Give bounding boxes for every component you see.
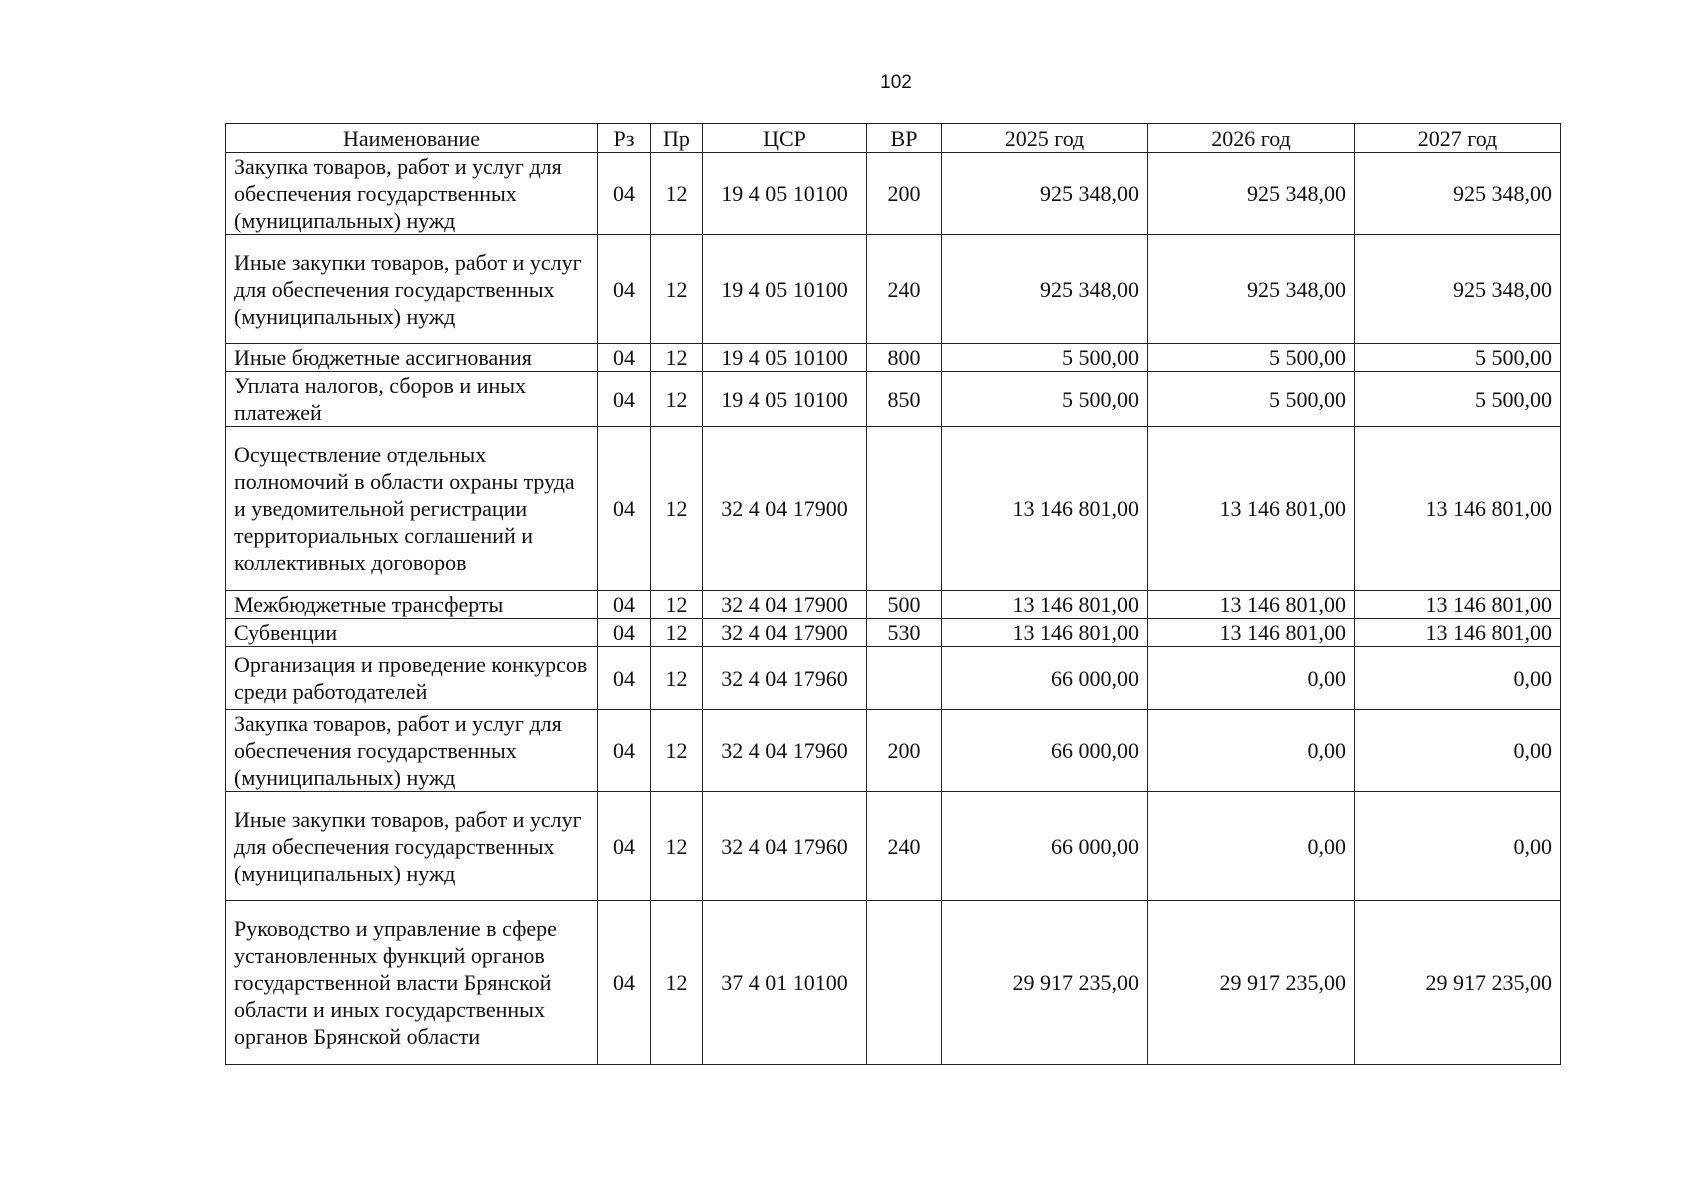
cell-2026: 925 348,00 [1148, 153, 1355, 235]
cell-2025: 5 500,00 [942, 344, 1148, 372]
cell-pr: 12 [651, 619, 703, 647]
cell-csr: 19 4 05 10100 [703, 235, 867, 344]
cell-2026: 13 146 801,00 [1148, 427, 1355, 591]
cell-2026: 5 500,00 [1148, 372, 1355, 427]
cell-name: Уплата налогов, сборов и иных платежей [226, 372, 598, 427]
cell-name: Иные бюджетные ассигнования [226, 344, 598, 372]
header-name: Наименование [226, 124, 598, 153]
cell-rz: 04 [598, 344, 651, 372]
cell-2025: 925 348,00 [942, 235, 1148, 344]
cell-csr: 37 4 01 10100 [703, 901, 867, 1065]
header-rz: Рз [598, 124, 651, 153]
cell-2025: 66 000,00 [942, 710, 1148, 792]
cell-vr: 850 [867, 372, 942, 427]
cell-rz: 04 [598, 372, 651, 427]
cell-2027: 5 500,00 [1355, 372, 1561, 427]
cell-name: Осуществление отдельных полномочий в области охраны труда и уведомительной регистрации территориальных соглашений и коллективных договоров [226, 427, 598, 591]
cell-rz: 04 [598, 901, 651, 1065]
cell-2027: 13 146 801,00 [1355, 427, 1561, 591]
cell-vr: 240 [867, 792, 942, 901]
cell-2026: 0,00 [1148, 710, 1355, 792]
cell-csr: 19 4 05 10100 [703, 344, 867, 372]
table-header-row [226, 124, 1561, 153]
cell-pr: 12 [651, 710, 703, 792]
cell-2026: 925 348,00 [1148, 235, 1355, 344]
table-row [226, 153, 1561, 235]
cell-2026: 13 146 801,00 [1148, 591, 1355, 619]
cell-rz: 04 [598, 235, 651, 344]
page-number: 102 [880, 72, 912, 93]
cell-name: Иные закупки товаров, работ и услуг для обеспечения государственных (муниципальных) нужд [226, 792, 598, 901]
cell-vr [867, 901, 942, 1065]
table-row [226, 647, 1561, 710]
cell-2025: 66 000,00 [942, 792, 1148, 901]
cell-2025: 925 348,00 [942, 153, 1148, 235]
table-row [226, 619, 1561, 647]
budget-table [225, 123, 1561, 1065]
cell-csr: 32 4 04 17900 [703, 619, 867, 647]
cell-2025: 29 917 235,00 [942, 901, 1148, 1065]
cell-2027: 925 348,00 [1355, 235, 1561, 344]
cell-csr: 32 4 04 17960 [703, 710, 867, 792]
cell-csr: 32 4 04 17960 [703, 792, 867, 901]
cell-2025: 5 500,00 [942, 372, 1148, 427]
cell-2027: 13 146 801,00 [1355, 619, 1561, 647]
cell-name: Закупка товаров, работ и услуг для обеспечения государственных (муниципальных) нужд [226, 153, 598, 235]
cell-pr: 12 [651, 372, 703, 427]
cell-2026: 5 500,00 [1148, 344, 1355, 372]
cell-name: Субвенции [226, 619, 598, 647]
cell-vr: 530 [867, 619, 942, 647]
table-row [226, 235, 1561, 344]
cell-pr: 12 [651, 153, 703, 235]
cell-pr: 12 [651, 344, 703, 372]
cell-2025: 13 146 801,00 [942, 591, 1148, 619]
cell-rz: 04 [598, 647, 651, 710]
cell-2026: 0,00 [1148, 792, 1355, 901]
cell-pr: 12 [651, 792, 703, 901]
table-row [226, 427, 1561, 591]
cell-vr: 500 [867, 591, 942, 619]
cell-rz: 04 [598, 153, 651, 235]
cell-2027: 0,00 [1355, 710, 1561, 792]
header-csr: ЦСР [703, 124, 867, 153]
cell-pr: 12 [651, 427, 703, 591]
table-row [226, 792, 1561, 901]
cell-pr: 12 [651, 235, 703, 344]
cell-vr [867, 427, 942, 591]
cell-rz: 04 [598, 591, 651, 619]
cell-csr: 32 4 04 17900 [703, 427, 867, 591]
cell-name: Руководство и управление в сфере установленных функций органов государственной власти Брянской области и иных государственных органов Брянской области [226, 901, 598, 1065]
cell-vr: 200 [867, 153, 942, 235]
cell-2027: 29 917 235,00 [1355, 901, 1561, 1065]
table-row [226, 591, 1561, 619]
cell-2027: 5 500,00 [1355, 344, 1561, 372]
cell-name: Закупка товаров, работ и услуг для обеспечения государственных (муниципальных) нужд [226, 710, 598, 792]
cell-rz: 04 [598, 619, 651, 647]
cell-vr: 200 [867, 710, 942, 792]
table-row [226, 372, 1561, 427]
table-row [226, 344, 1561, 372]
table-row [226, 710, 1561, 792]
cell-2026: 13 146 801,00 [1148, 619, 1355, 647]
cell-csr: 19 4 05 10100 [703, 372, 867, 427]
cell-2025: 13 146 801,00 [942, 427, 1148, 591]
cell-csr: 32 4 04 17900 [703, 591, 867, 619]
cell-2027: 0,00 [1355, 792, 1561, 901]
cell-name: Иные закупки товаров, работ и услуг для обеспечения государственных (муниципальных) нужд [226, 235, 598, 344]
cell-rz: 04 [598, 792, 651, 901]
header-pr: Пр [651, 124, 703, 153]
cell-rz: 04 [598, 710, 651, 792]
cell-csr: 32 4 04 17960 [703, 647, 867, 710]
cell-name: Организация и проведение конкурсов среди работодателей [226, 647, 598, 710]
cell-pr: 12 [651, 647, 703, 710]
header-vr: ВР [867, 124, 942, 153]
cell-csr: 19 4 05 10100 [703, 153, 867, 235]
cell-vr [867, 647, 942, 710]
cell-2025: 66 000,00 [942, 647, 1148, 710]
cell-pr: 12 [651, 591, 703, 619]
cell-pr: 12 [651, 901, 703, 1065]
cell-2027: 13 146 801,00 [1355, 591, 1561, 619]
cell-2025: 13 146 801,00 [942, 619, 1148, 647]
header-2027: 2027 год [1355, 124, 1561, 153]
cell-vr: 800 [867, 344, 942, 372]
cell-2026: 0,00 [1148, 647, 1355, 710]
cell-name: Межбюджетные трансферты [226, 591, 598, 619]
cell-vr: 240 [867, 235, 942, 344]
cell-2026: 29 917 235,00 [1148, 901, 1355, 1065]
cell-rz: 04 [598, 427, 651, 591]
header-2026: 2026 год [1148, 124, 1355, 153]
header-2025: 2025 год [942, 124, 1148, 153]
cell-2027: 925 348,00 [1355, 153, 1561, 235]
table-row [226, 901, 1561, 1065]
cell-2027: 0,00 [1355, 647, 1561, 710]
